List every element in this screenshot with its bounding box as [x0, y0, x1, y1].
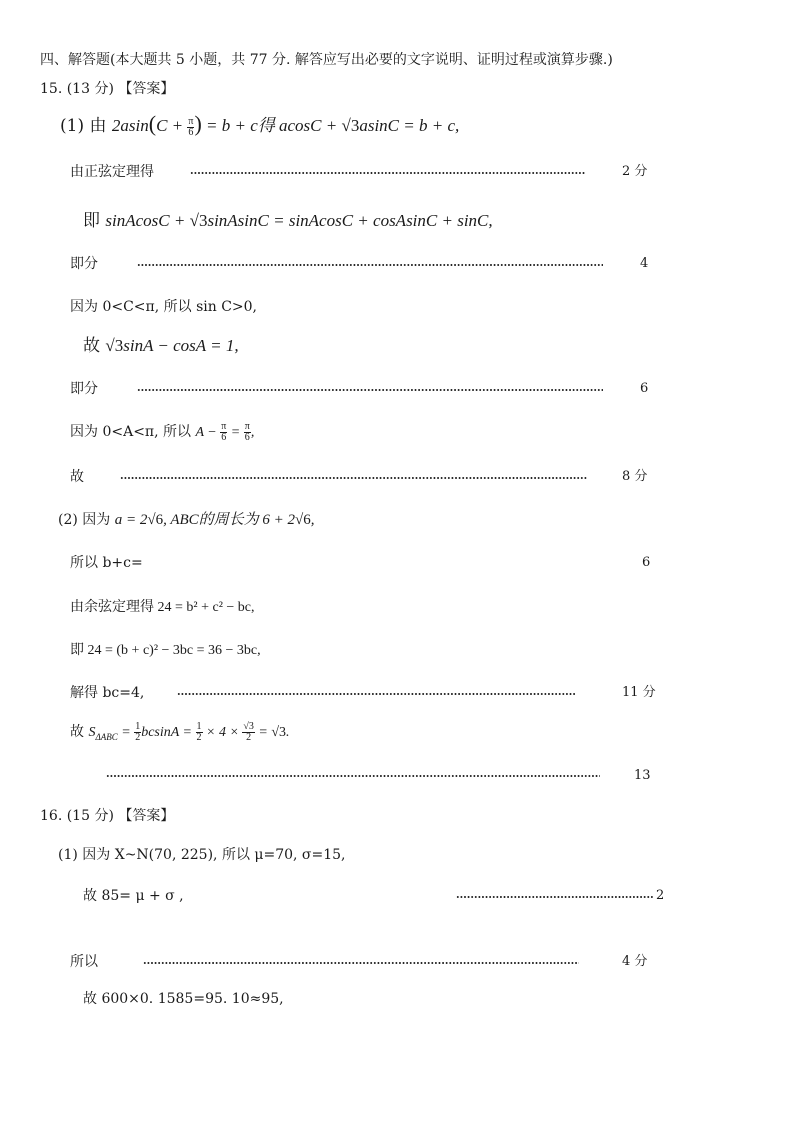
jifen-label-2: 即分 — [70, 381, 98, 397]
q15-part2-line: (2) 因为 a = 2√6, ABC的周长为 6 + 2√6, — [58, 512, 315, 528]
gu600-text: 故 600×0. 1585=95. 10≈95, — [83, 991, 284, 1007]
q16-score-2: 2 — [656, 888, 665, 903]
cosine-rule-text: 由余弦定理得 24 = b² + c² − bc, — [70, 600, 255, 615]
sine-rule-text: 由正弦定理得 — [70, 164, 154, 180]
gu85-text: 故 85= μ + σ , — [83, 888, 184, 904]
q15-identity-line: 即 sinAcosC + √3sinAsinC = sinAcosC + cosAsinC + sinC, — [83, 211, 493, 231]
q16-score-4: 4 分 — [622, 954, 648, 969]
score-4: 4 — [640, 256, 649, 271]
jifen-label: 即分 — [70, 256, 98, 272]
solve-bc-text: 解得 bc=4, — [70, 685, 145, 701]
score-6: 6 — [640, 381, 649, 396]
q15-result-line: 故 √3sinA − cosA = 1, — [83, 336, 239, 356]
score-13: 13 — [634, 768, 651, 783]
score-11: 11 分 — [622, 685, 656, 700]
because-a-line: 因为 0<A<π, 所以 A − $\frac{\pi}{6}$ = $\frac{\pi}{6}$ , — [70, 421, 255, 444]
gu-label: 故 — [70, 469, 84, 485]
score-8: 8 分 — [622, 469, 648, 484]
dot-leader — [143, 962, 579, 964]
dot-leader — [137, 264, 603, 266]
dot-leader — [106, 775, 600, 777]
sum-bc-text: 所以 b+c= — [70, 555, 143, 571]
dot-leader — [177, 693, 575, 695]
dot-leader — [137, 389, 603, 391]
because-c-text: 因为 0<C<π, 所以 sin C>0, — [70, 299, 258, 315]
section-heading: 四、解答题(本大题共 5 小题，共 77 分. 解答应写出必要的文字说明、证明过程或演算步骤.) — [40, 52, 613, 68]
ji-24-text: 即 24 = (b + c)² − 3bc = 36 − 3bc, — [70, 643, 261, 658]
q15-part1-equation: 2asin(C + $\frac{\pi}{6}$ ) = b + c得 acosC + √3asinC = b + c, — [111, 111, 460, 138]
q15-part1-line — [60, 111, 460, 138]
question-16-title: 16. (15 分) 【答案】 — [40, 808, 175, 824]
dot-leader — [120, 477, 588, 479]
q15-part1-intro: (1) 由 — [60, 116, 107, 136]
question-15-title: 15. (13 分) 【答案】 — [40, 81, 175, 97]
score-6b: 6 — [642, 555, 651, 570]
dot-leader — [456, 896, 654, 898]
dot-leader — [190, 172, 586, 174]
area-line: 故 $S_{\Delta ABC}$ = $\frac{1}{2}$ bcsinA = $\frac{1}{2}$ × 4 × $\frac{√3}{2}$ = √3. — [70, 721, 290, 744]
score-2: 2 分 — [622, 164, 648, 179]
q16-part1-text: (1) 因为 X~N(70, 225), 所以 μ=70, σ=15, — [58, 847, 346, 863]
suoyi-label: 所以 — [70, 954, 98, 970]
